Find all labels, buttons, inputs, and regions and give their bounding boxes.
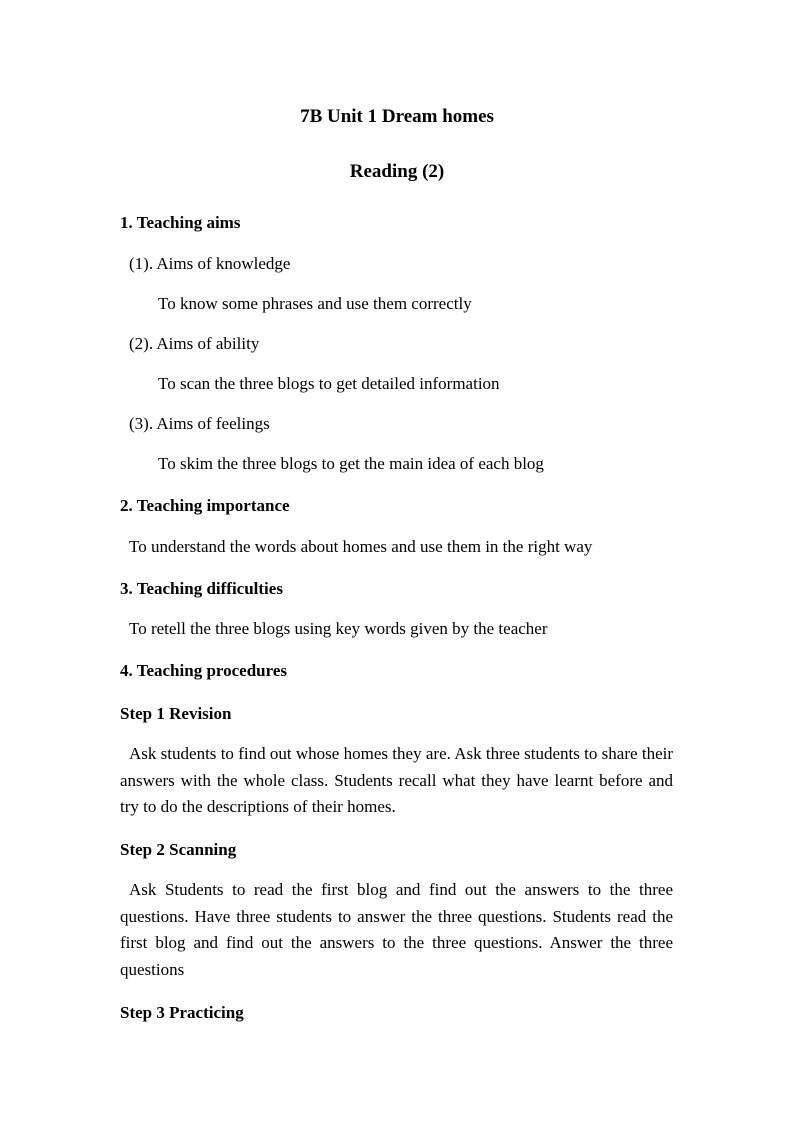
aims-knowledge-label: (1). Aims of knowledge: [129, 254, 291, 273]
step2-paragraph: Ask Students to read the first blog and find out the answers to the three questions. Have three students to answer the three questions. Students read the first blog and find out the answers to the three questions. Answer the three questions: [120, 880, 673, 979]
step1-heading: Step 1 Revision: [120, 704, 232, 723]
aims-feelings-text: To skim the three blogs to get the main idea of each blog: [158, 454, 544, 473]
aims-knowledge-text: To know some phrases and use them correctly: [158, 294, 472, 313]
teaching-difficulties-heading: 3. Teaching difficulties: [120, 579, 283, 598]
step3-heading: Step 3 Practicing: [120, 1003, 244, 1022]
document-subtitle: Reading (2): [349, 161, 445, 182]
document-title: 7B Unit 1 Dream homes: [300, 106, 494, 127]
step1-paragraph: Ask students to find out whose homes they are. Ask three students to share their answers with the whole class. Students recall what they have learnt before and try to do the descriptions of their homes.: [120, 744, 673, 816]
step2-heading: Step 2 Scanning: [120, 840, 237, 859]
aims-feelings-label: (3). Aims of feelings: [129, 414, 270, 433]
aims-ability-text: To scan the three blogs to get detailed information: [158, 374, 500, 393]
teaching-difficulties-text: To retell the three blogs using key words given by the teacher: [129, 619, 548, 638]
teaching-procedures-heading: 4. Teaching procedures: [120, 661, 288, 680]
teaching-aims-heading: 1. Teaching aims: [120, 213, 241, 232]
aims-ability-label: (2). Aims of ability: [129, 334, 260, 353]
teaching-importance-text: To understand the words about homes and use them in the right way: [129, 537, 593, 556]
teaching-importance-heading: 2. Teaching importance: [120, 496, 290, 515]
